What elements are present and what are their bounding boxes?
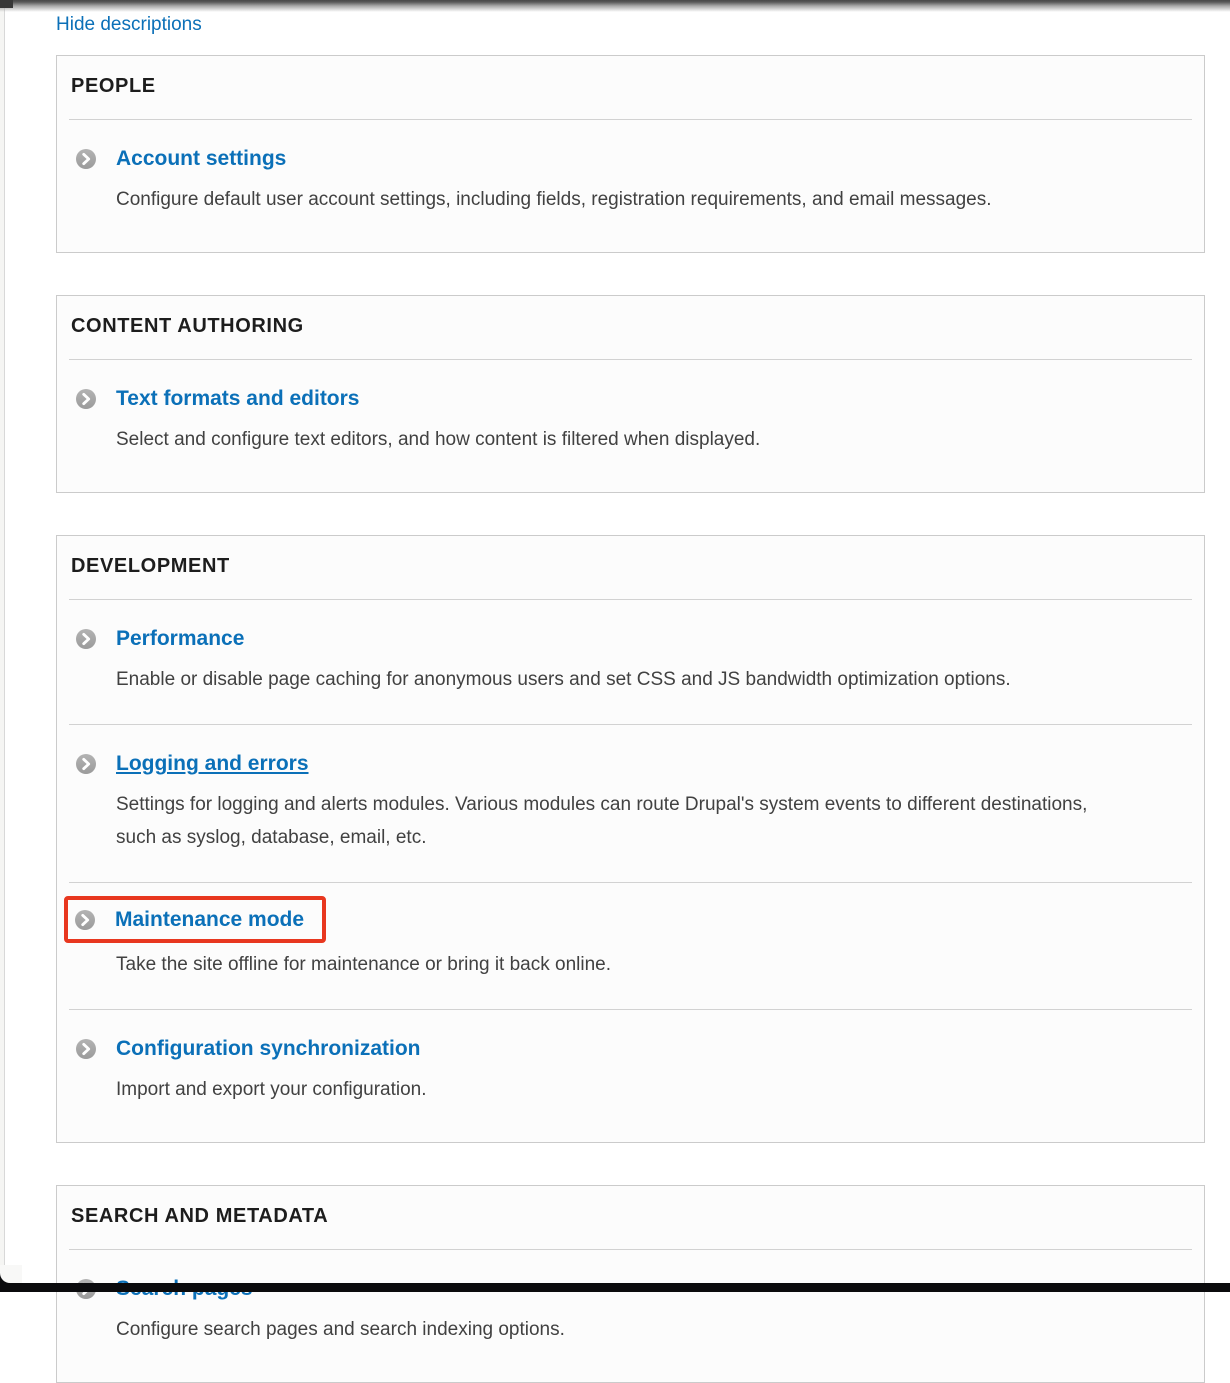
configuration-synchronization-link[interactable]: Configuration synchronization bbox=[116, 1037, 421, 1060]
panel-content-authoring bbox=[56, 295, 1205, 493]
window-bottom-edge bbox=[0, 1283, 1230, 1292]
panel-title: CONTENT AUTHORING bbox=[69, 296, 1192, 360]
admin-item-configuration-synchronization bbox=[69, 1009, 1192, 1142]
admin-item-account-settings bbox=[69, 120, 1192, 252]
performance-description: Enable or disable page caching for anonymous users and set CSS and JS bandwidth optimization options. bbox=[116, 669, 1011, 690]
performance-link[interactable]: Performance bbox=[116, 627, 245, 650]
panel-title: DEVELOPMENT bbox=[69, 536, 1192, 600]
chevron-right-circle-icon bbox=[76, 1039, 96, 1059]
toolbar-shadow bbox=[0, 0, 1230, 12]
text-formats-and-editors-link[interactable]: Text formats and editors bbox=[116, 387, 360, 410]
configuration-synchronization-description: Import and export your configuration. bbox=[116, 1079, 427, 1100]
hide-descriptions-link[interactable]: Hide descriptions bbox=[56, 14, 202, 35]
admin-item-maintenance-mode bbox=[69, 882, 1192, 1009]
text-formats-description: Select and configure text editors, and how content is filtered when displayed. bbox=[116, 429, 761, 450]
admin-item-search-pages bbox=[69, 1250, 1192, 1382]
panel-title: SEARCH AND METADATA bbox=[69, 1186, 1192, 1250]
toolbar-shadow-left bbox=[0, 0, 13, 8]
highlight-annotation-box bbox=[64, 896, 326, 943]
logging-and-errors-description: Settings for logging and alerts modules. Various modules can route Drupal's system events to different destinations, such as syslog, database, email, etc. bbox=[116, 794, 1088, 848]
admin-item-logging-and-errors bbox=[69, 724, 1192, 882]
window-bottom-left-corner bbox=[0, 1265, 22, 1283]
chevron-right-circle-icon bbox=[76, 149, 96, 169]
maintenance-mode-description: Take the site offline for maintenance or bring it back online. bbox=[116, 954, 611, 975]
admin-item-text-formats bbox=[69, 360, 1192, 492]
account-settings-description: Configure default user account settings, including fields, registration requirements, and email messages. bbox=[116, 189, 992, 210]
logging-and-errors-link[interactable]: Logging and errors bbox=[116, 752, 309, 775]
chevron-right-circle-icon bbox=[75, 910, 95, 930]
panel-development bbox=[56, 535, 1205, 1143]
chevron-right-circle-icon bbox=[76, 629, 96, 649]
account-settings-link[interactable]: Account settings bbox=[116, 147, 287, 170]
chevron-right-circle-icon bbox=[76, 389, 96, 409]
panel-title: PEOPLE bbox=[69, 56, 1192, 120]
panel-people bbox=[56, 55, 1205, 253]
window-left-edge bbox=[0, 7, 5, 1283]
maintenance-mode-link[interactable]: Maintenance mode bbox=[115, 908, 305, 931]
search-pages-description: Configure search pages and search indexing options. bbox=[116, 1319, 565, 1340]
admin-config-page bbox=[56, 0, 1205, 1383]
chevron-right-circle-icon bbox=[76, 754, 96, 774]
admin-item-performance bbox=[69, 600, 1192, 724]
